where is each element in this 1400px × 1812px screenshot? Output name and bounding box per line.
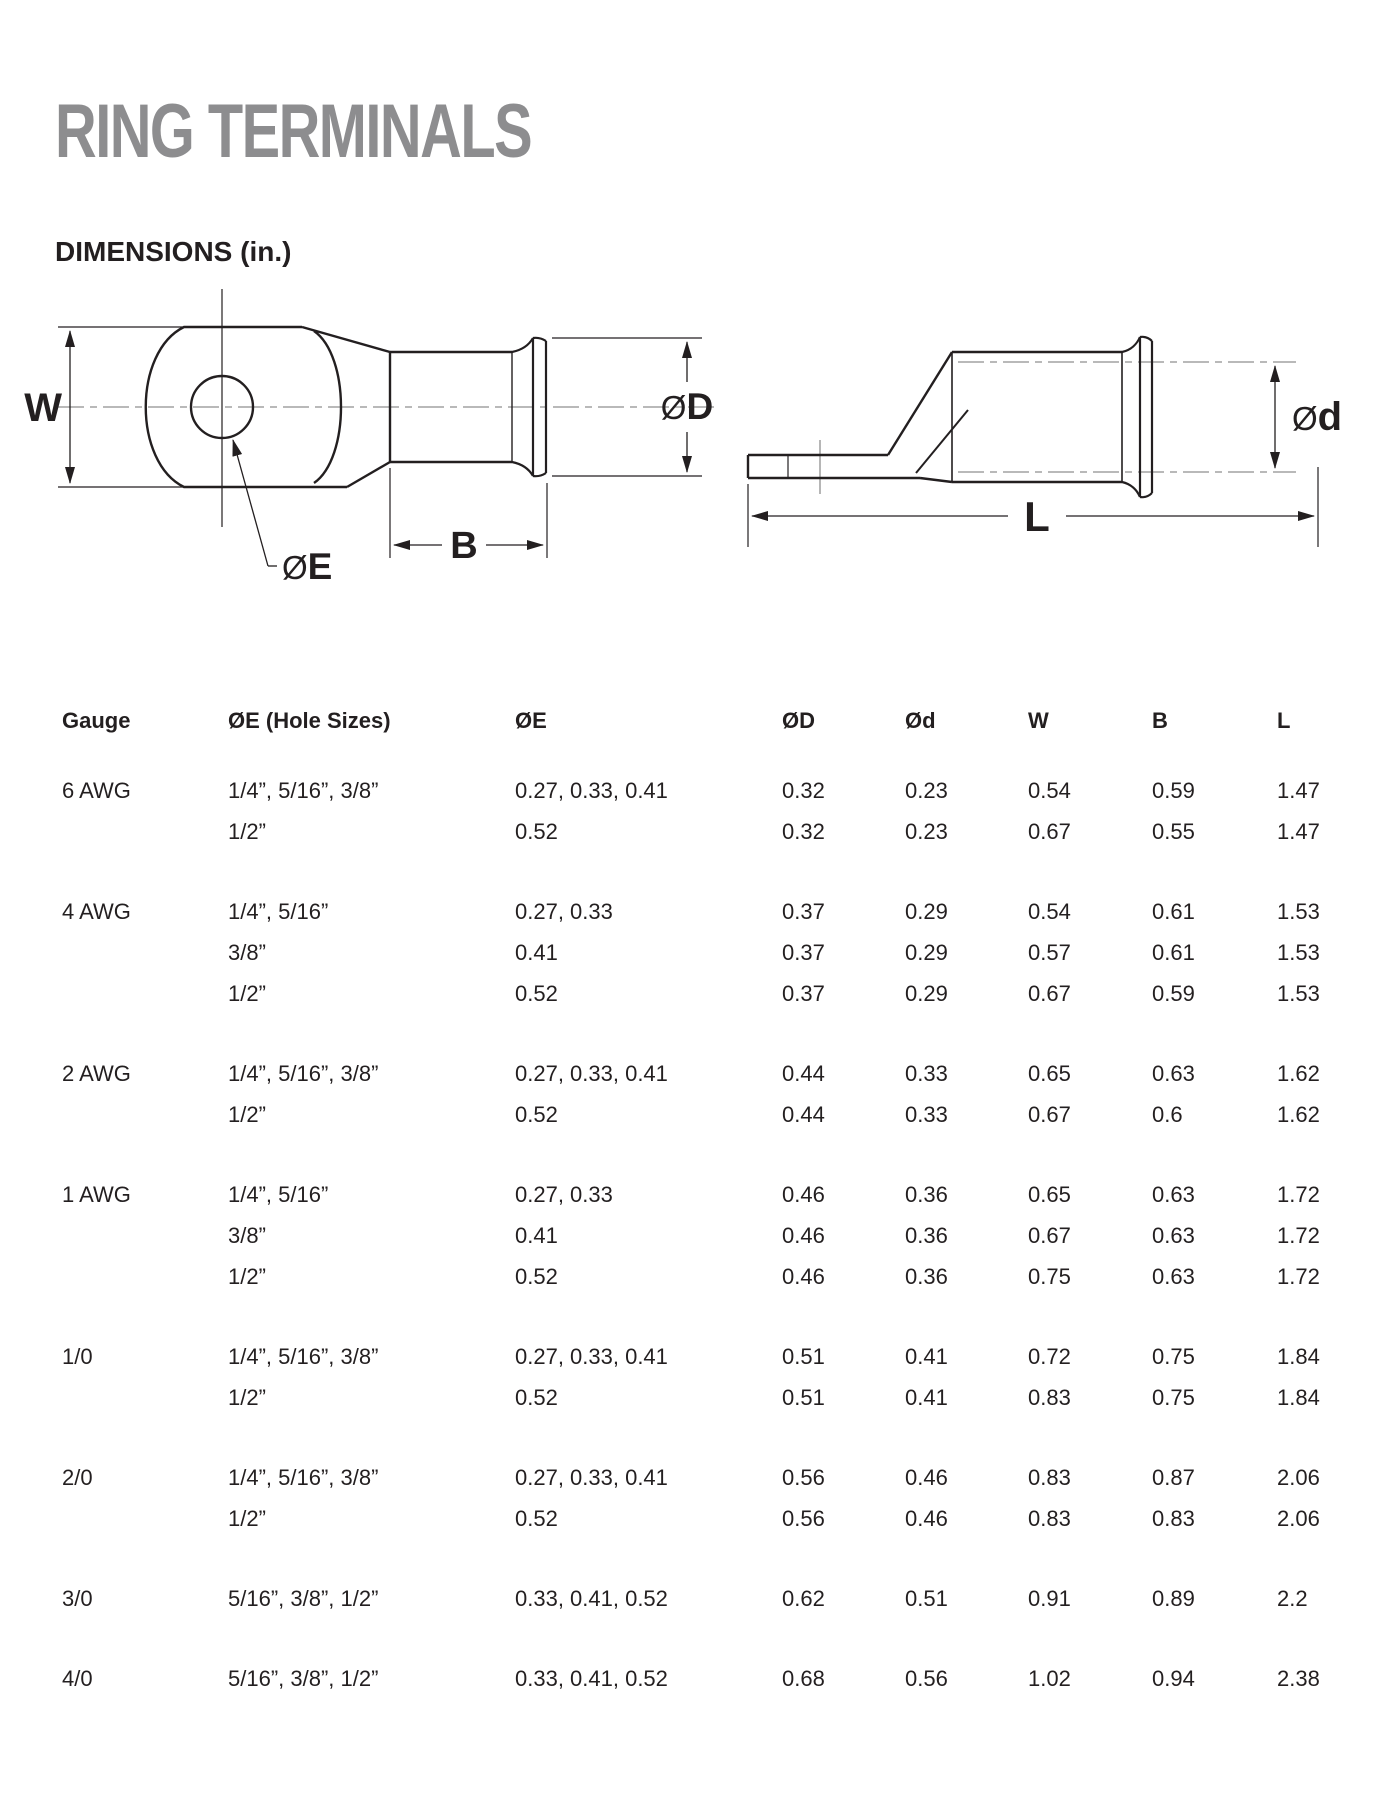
table-cell: 0.67 bbox=[1028, 1102, 1071, 1127]
table-cell: 0.83 bbox=[1028, 1385, 1071, 1410]
front-view-diagram bbox=[24, 289, 714, 587]
table-row bbox=[0, 1174, 1400, 1215]
table-row bbox=[0, 1256, 1400, 1297]
table-cell: 0.33, 0.41, 0.52 bbox=[515, 1586, 668, 1611]
side-view-diagram bbox=[748, 337, 1342, 547]
header-cell-oe: ØE bbox=[515, 708, 547, 733]
table-cell: 0.33, 0.41, 0.52 bbox=[515, 1666, 668, 1691]
table-row bbox=[0, 891, 1400, 932]
table-cell: 1.53 bbox=[1277, 981, 1320, 1006]
table-cell: 2.06 bbox=[1277, 1465, 1320, 1490]
header-cell-b: B bbox=[1152, 708, 1168, 733]
table-cell: 0.62 bbox=[782, 1586, 825, 1611]
table-cell: 0.83 bbox=[1028, 1465, 1071, 1490]
table-cell: 0.41 bbox=[515, 940, 558, 965]
table-group bbox=[0, 1658, 1400, 1699]
table-cell: 0.27, 0.33, 0.41 bbox=[515, 1465, 668, 1490]
table-cell: 0.63 bbox=[1152, 1223, 1195, 1248]
dimensions-table-body bbox=[0, 770, 1400, 1699]
table-cell: 0.37 bbox=[782, 940, 825, 965]
table-row bbox=[0, 1457, 1400, 1498]
table-row bbox=[0, 1053, 1400, 1094]
section-heading: DIMENSIONS (in.) bbox=[55, 236, 292, 267]
table-cell: 0.46 bbox=[905, 1465, 948, 1490]
table-cell: 1/2” bbox=[228, 981, 266, 1006]
table-cell: 0.52 bbox=[515, 1102, 558, 1127]
gauge-cell: 3/0 bbox=[62, 1586, 93, 1611]
table-cell: 0.56 bbox=[782, 1465, 825, 1490]
table-cell: 0.52 bbox=[515, 981, 558, 1006]
gauge-cell: 4 AWG bbox=[62, 899, 131, 924]
table-cell: 0.67 bbox=[1028, 981, 1071, 1006]
table-cell: 0.27, 0.33, 0.41 bbox=[515, 1061, 668, 1086]
table-cell: 3/8” bbox=[228, 940, 266, 965]
table-cell: 0.33 bbox=[905, 1102, 948, 1127]
table-cell: 1.47 bbox=[1277, 819, 1320, 844]
table-cell: 0.33 bbox=[905, 1061, 948, 1086]
table-cell: 0.23 bbox=[905, 778, 948, 803]
table-cell: 0.52 bbox=[515, 819, 558, 844]
table-row bbox=[0, 1094, 1400, 1135]
table-group bbox=[0, 1053, 1400, 1135]
table-cell: 0.52 bbox=[515, 1385, 558, 1410]
table-cell: 0.57 bbox=[1028, 940, 1071, 965]
table-cell: 0.56 bbox=[782, 1506, 825, 1531]
table-cell: 0.61 bbox=[1152, 899, 1195, 924]
table-cell: 0.29 bbox=[905, 940, 948, 965]
terminal-diagrams bbox=[0, 0, 1400, 620]
table-cell: 1.62 bbox=[1277, 1061, 1320, 1086]
table-cell: 0.67 bbox=[1028, 819, 1071, 844]
table-cell: 0.41 bbox=[905, 1385, 948, 1410]
table-cell: 0.46 bbox=[782, 1182, 825, 1207]
table-cell: 1/4”, 5/16” bbox=[228, 899, 329, 924]
table-cell: 0.94 bbox=[1152, 1666, 1195, 1691]
table-cell: 0.59 bbox=[1152, 981, 1195, 1006]
table-cell: 0.29 bbox=[905, 899, 948, 924]
table-cell: 0.27, 0.33 bbox=[515, 1182, 613, 1207]
header-cell-od-small: Ød bbox=[905, 708, 936, 733]
table-cell: 0.32 bbox=[782, 819, 825, 844]
table-cell: 0.44 bbox=[782, 1061, 825, 1086]
gauge-cell: 2/0 bbox=[62, 1465, 93, 1490]
table-row bbox=[0, 1498, 1400, 1539]
table-cell: 1.62 bbox=[1277, 1102, 1320, 1127]
table-cell: 0.46 bbox=[782, 1264, 825, 1289]
table-cell: 0.32 bbox=[782, 778, 825, 803]
table-cell: 0.87 bbox=[1152, 1465, 1195, 1490]
table-cell: 0.41 bbox=[515, 1223, 558, 1248]
table-row bbox=[0, 1336, 1400, 1377]
table-cell: 1.47 bbox=[1277, 778, 1320, 803]
table-cell: 0.83 bbox=[1152, 1506, 1195, 1531]
table-cell: 1.84 bbox=[1277, 1344, 1320, 1369]
table-cell: 0.52 bbox=[515, 1506, 558, 1531]
table-cell: 0.37 bbox=[782, 899, 825, 924]
table-cell: 0.51 bbox=[905, 1586, 948, 1611]
header-cell-l: L bbox=[1277, 708, 1291, 733]
table-cell: 0.52 bbox=[515, 1264, 558, 1289]
table-cell: 2.06 bbox=[1277, 1506, 1320, 1531]
gauge-cell: 4/0 bbox=[62, 1666, 93, 1691]
table-row bbox=[0, 1377, 1400, 1418]
table-group bbox=[0, 1336, 1400, 1418]
table-cell: 0.36 bbox=[905, 1182, 948, 1207]
table-row bbox=[0, 973, 1400, 1014]
table-cell: 0.54 bbox=[1028, 899, 1071, 924]
table-group bbox=[0, 1174, 1400, 1297]
table-cell: 0.65 bbox=[1028, 1061, 1071, 1086]
table-cell: 1/2” bbox=[228, 819, 266, 844]
table-cell: 0.54 bbox=[1028, 778, 1071, 803]
table-row bbox=[0, 811, 1400, 852]
table-cell: 0.89 bbox=[1152, 1586, 1195, 1611]
header-cell-gauge: Gauge bbox=[62, 708, 131, 733]
table-cell: 0.83 bbox=[1028, 1506, 1071, 1531]
barrel-length-B-label: B bbox=[450, 525, 478, 567]
table-cell: 0.91 bbox=[1028, 1586, 1071, 1611]
table-cell: 0.75 bbox=[1152, 1385, 1195, 1410]
table-cell: 5/16”, 3/8”, 1/2” bbox=[228, 1586, 379, 1611]
header-cell-od: ØD bbox=[782, 708, 815, 733]
gauge-cell: 1/0 bbox=[62, 1344, 93, 1369]
table-cell: 0.27, 0.33, 0.41 bbox=[515, 778, 668, 803]
table-cell: 0.51 bbox=[782, 1385, 825, 1410]
table-cell: 1/4”, 5/16”, 3/8” bbox=[228, 778, 379, 803]
table-group bbox=[0, 1457, 1400, 1539]
table-row bbox=[0, 1215, 1400, 1256]
table-cell: 0.65 bbox=[1028, 1182, 1071, 1207]
page-title: RING TERMINALS bbox=[55, 89, 532, 174]
table-cell: 2.38 bbox=[1277, 1666, 1320, 1691]
table-cell: 1.72 bbox=[1277, 1182, 1320, 1207]
hole-diameter-E-label: ØE bbox=[282, 546, 333, 587]
gauge-cell: 6 AWG bbox=[62, 778, 131, 803]
table-cell: 0.46 bbox=[905, 1506, 948, 1531]
diameter-D-label: ØD bbox=[660, 386, 714, 427]
table-cell: 0.37 bbox=[782, 981, 825, 1006]
table-cell: 1/4”, 5/16”, 3/8” bbox=[228, 1344, 379, 1369]
table-cell: 0.75 bbox=[1028, 1264, 1071, 1289]
header-cell-w: W bbox=[1028, 708, 1049, 733]
table-cell: 0.63 bbox=[1152, 1264, 1195, 1289]
table-cell: 0.68 bbox=[782, 1666, 825, 1691]
header-cell-hole-sizes: ØE (Hole Sizes) bbox=[228, 708, 391, 733]
table-cell: 0.75 bbox=[1152, 1344, 1195, 1369]
table-row bbox=[0, 1658, 1400, 1699]
table-row bbox=[0, 932, 1400, 973]
gauge-cell: 1 AWG bbox=[62, 1182, 131, 1207]
table-cell: 0.55 bbox=[1152, 819, 1195, 844]
table-cell: 3/8” bbox=[228, 1223, 266, 1248]
table-cell: 1.02 bbox=[1028, 1666, 1071, 1691]
table-cell: 1/4”, 5/16”, 3/8” bbox=[228, 1465, 379, 1490]
table-cell: 0.46 bbox=[782, 1223, 825, 1248]
w-dimension-label: W bbox=[24, 386, 62, 430]
table-cell: 5/16”, 3/8”, 1/2” bbox=[228, 1666, 379, 1691]
table-cell: 0.61 bbox=[1152, 940, 1195, 965]
table-cell: 1/4”, 5/16” bbox=[228, 1182, 329, 1207]
table-cell: 0.63 bbox=[1152, 1061, 1195, 1086]
table-cell: 1/2” bbox=[228, 1506, 266, 1531]
table-cell: 1.53 bbox=[1277, 899, 1320, 924]
table-cell: 0.23 bbox=[905, 819, 948, 844]
table-cell: 1/2” bbox=[228, 1102, 266, 1127]
table-cell: 1/2” bbox=[228, 1385, 266, 1410]
table-cell: 0.27, 0.33, 0.41 bbox=[515, 1344, 668, 1369]
table-header bbox=[0, 700, 1400, 741]
table-group bbox=[0, 891, 1400, 1014]
table-cell: 0.36 bbox=[905, 1223, 948, 1248]
table-cell: 0.44 bbox=[782, 1102, 825, 1127]
table-group bbox=[0, 770, 1400, 852]
table-row bbox=[0, 770, 1400, 811]
table-row bbox=[0, 1578, 1400, 1619]
table-cell: 0.41 bbox=[905, 1344, 948, 1369]
inner-diameter-d-label: Ød bbox=[1292, 395, 1343, 439]
table-cell: 0.59 bbox=[1152, 778, 1195, 803]
table-cell: 0.63 bbox=[1152, 1182, 1195, 1207]
table-cell: 0.72 bbox=[1028, 1344, 1071, 1369]
table-cell: 0.56 bbox=[905, 1666, 948, 1691]
table-cell: 0.29 bbox=[905, 981, 948, 1006]
table-group bbox=[0, 1578, 1400, 1619]
table-cell: 1/2” bbox=[228, 1264, 266, 1289]
table-cell: 0.36 bbox=[905, 1264, 948, 1289]
table-cell: 2.2 bbox=[1277, 1586, 1308, 1611]
table-cell: 1.72 bbox=[1277, 1223, 1320, 1248]
table-cell: 0.51 bbox=[782, 1344, 825, 1369]
gauge-cell: 2 AWG bbox=[62, 1061, 131, 1086]
table-cell: 1.84 bbox=[1277, 1385, 1320, 1410]
table-cell: 1.72 bbox=[1277, 1264, 1320, 1289]
table-cell: 0.67 bbox=[1028, 1223, 1071, 1248]
table-cell: 0.27, 0.33 bbox=[515, 899, 613, 924]
table-cell: 0.6 bbox=[1152, 1102, 1183, 1127]
table-cell: 1/4”, 5/16”, 3/8” bbox=[228, 1061, 379, 1086]
length-L-label: L bbox=[1024, 493, 1050, 540]
dimensions-table bbox=[0, 700, 1400, 1738]
table-cell: 1.53 bbox=[1277, 940, 1320, 965]
